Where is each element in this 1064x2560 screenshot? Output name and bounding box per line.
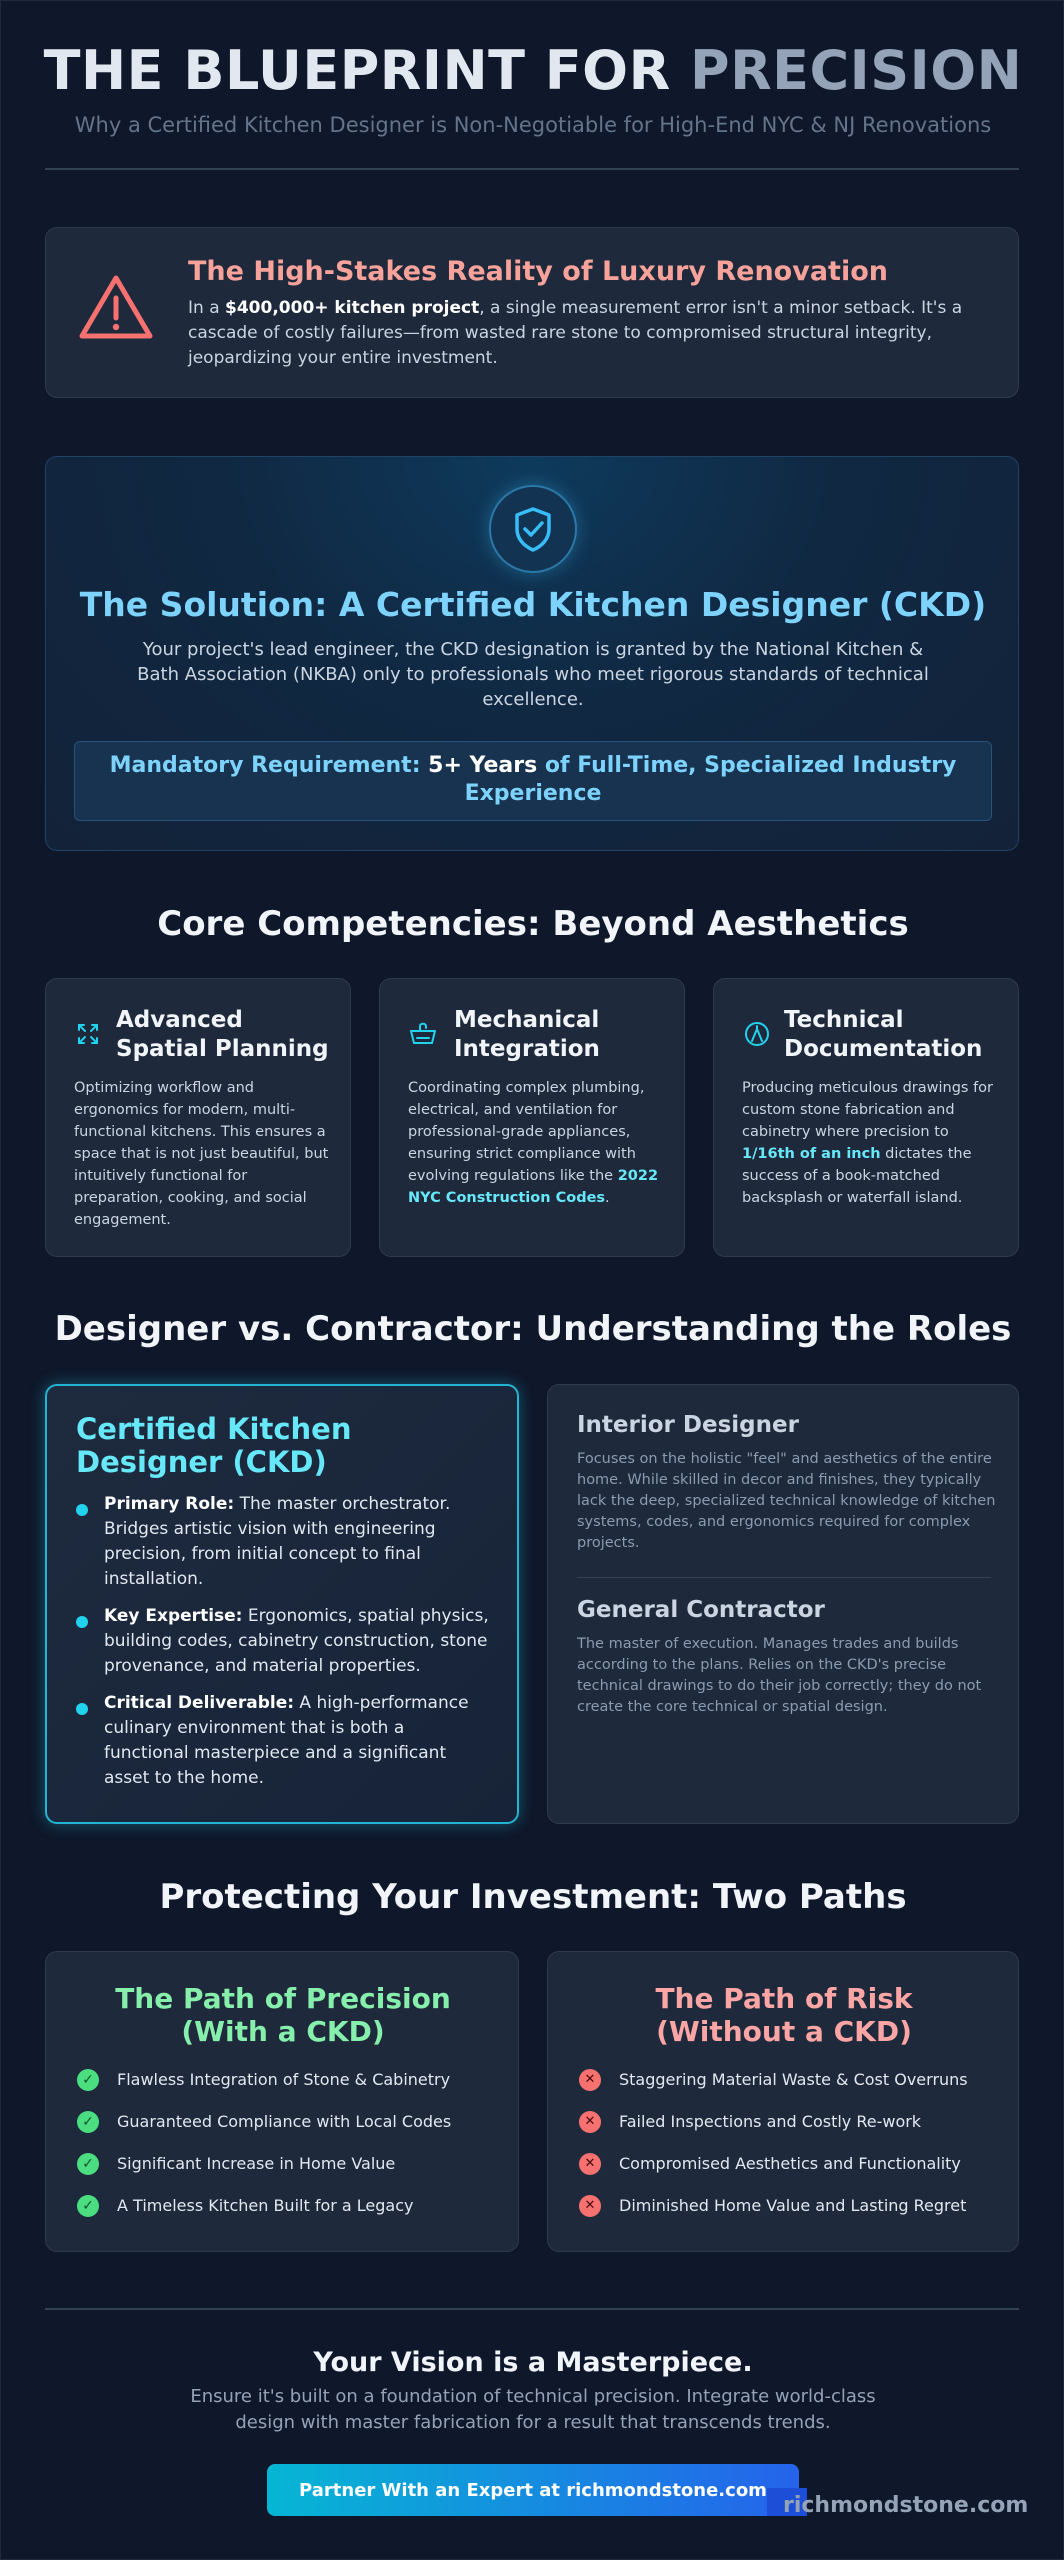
general-contractor-title: General Contractor [577,1597,825,1623]
compass-icon [744,1021,770,1051]
competency-title: Mechanical Integration [454,1007,600,1062]
requirement-box [74,741,992,821]
roles-title: Designer vs. Contractor: Understanding the Roles [54,1309,1012,1349]
path-risk-item: Failed Inspections and Costly Re-work [619,2112,922,2131]
competency-body [742,1077,998,1209]
x-icon: ✕ [579,2153,601,2175]
competencies-title: Core Competencies: Beyond Aesthetics [157,904,909,944]
ckd-bullet-deliverable [104,1691,489,1791]
bullet-dot [76,1504,88,1516]
warning-triangle-icon [76,272,156,348]
competency-title: Technical Documentation [784,1007,983,1062]
solution-card [45,456,1019,851]
competency-title: Advanced Spatial Planning [116,1007,329,1062]
page-title-part1: THE BLUEPRINT FOR [43,39,671,102]
bullet-label: Key Expertise: [104,1606,243,1626]
x-icon: ✕ [579,2069,601,2091]
solution-title: The Solution: A Certified Kitchen Designer (CKD) [79,585,987,624]
path-risk-title-line2: (Without a CKD) [656,2015,912,2048]
alert-body-suffix: , a single measurement error isn't a minor setback. It's a cascade of costly failures—from wasted rare stone to compromised structural integrity, jeopardizing your entire investment. [188,298,963,368]
competency-body-suffix: dictates the success of a book-matched backsplash or waterfall island. [742,1146,972,1206]
ckd-role-title: Certified Kitchen Designer (CKD) [76,1412,352,1479]
bullet-dot [76,1616,88,1628]
alert-body-bold: $400,000+ kitchen project [225,298,480,318]
competency-body-highlight: 1/16th of an inch [742,1146,881,1162]
partner-cta-button[interactable]: Partner With an Expert at richmondstone.com [267,2464,799,2516]
page-title [1,39,1064,102]
shield-badge [489,485,577,573]
x-icon: ✕ [579,2111,601,2133]
check-icon: ✓ [77,2153,99,2175]
closing-divider [45,2308,1019,2310]
expand-arrows-icon [76,1022,100,1050]
sink-faucet-icon [408,1021,438,1051]
competency-body-highlight: 2022 NYC Construction Codes [408,1168,659,1206]
check-icon: ✓ [77,2111,99,2133]
shield-check-icon [511,505,555,557]
competency-card-mechanical [379,978,685,1257]
alert-body-prefix: In a [188,298,226,318]
competency-body-prefix: Producing meticulous drawings for custom stone fabrication and cabinetry where precision to [742,1080,994,1140]
interior-designer-body: Focuses on the holistic "feel" and aesthetics of the entire home. While skilled in decor and finishes, they typically lack the deep, specialized technical knowledge of kitchen systems, codes, and ergonomics required for complex projects. [577,1451,996,1551]
ckd-bullet-primary-role [104,1492,489,1592]
page-title-part2: PRECISION [690,39,1023,102]
path-precision-item: A Timeless Kitchen Built for a Legacy [117,2196,414,2215]
interior-designer-title: Interior Designer [577,1412,799,1438]
path-precision-item: Flawless Integration of Stone & Cabinetry [117,2070,451,2089]
general-contractor-body: The master of execution. Manages trades and builds according to the plans. Relies on the CKD's precise technical drawings to do their job correctly; they do not create the core technical or spatial design. [577,1636,982,1715]
alert-title: The High-Stakes Reality of Luxury Renovation [188,256,888,287]
ckd-bullet-key-expertise [104,1604,489,1679]
bullet-text: Ergonomics, spatial physics, building codes, cabinetry construction, stone provenance, and material properties. [104,1606,489,1676]
path-precision-title-line2: (With a CKD) [181,2015,385,2048]
competency-card-spatial [45,978,351,1257]
path-risk-title-line1: The Path of Risk [655,1982,913,2015]
requirement-suffix: of Full-Time, Specialized Industry Experience [464,753,957,806]
bullet-text: A high-performance culinary environment that is both a functional masterpiece and a significant asset to the home. [104,1693,469,1788]
alert-card [45,227,1019,398]
closing-body: Ensure it's built on a foundation of technical precision. Integrate world-class design with master fabrication for a result that transcends trends. [190,2386,876,2433]
header-divider [45,168,1019,170]
page-subtitle: Why a Certified Kitchen Designer is Non-Negotiable for High-End NYC & NJ Renovations [74,113,992,137]
path-precision-item: Guaranteed Compliance with Local Codes [117,2112,452,2131]
ckd-role-card [45,1384,519,1824]
alert-body [188,296,988,371]
path-precision-card [45,1951,519,2252]
bullet-dot [76,1703,88,1715]
path-precision-title [46,1982,520,2048]
path-risk-card [547,1951,1019,2252]
path-risk-item: Diminished Home Value and Lasting Regret [619,2196,967,2215]
path-risk-title [548,1982,1020,2048]
path-risk-item: Compromised Aesthetics and Functionality [619,2154,961,2173]
solution-body: Your project's lead engineer, the CKD designation is granted by the National Kitchen & Bath Association (NKBA) only to professionals who meet rigorous standards of technical excellence. [137,639,929,710]
closing-title: Your Vision is a Masterpiece. [313,2347,753,2378]
watermark: richmondstone.com [783,2493,1029,2518]
check-icon: ✓ [77,2069,99,2091]
bullet-label: Critical Deliverable: [104,1693,295,1713]
check-icon: ✓ [77,2195,99,2217]
requirement-prefix: Mandatory Requirement: [109,753,429,778]
path-risk-item: Staggering Material Waste & Cost Overruns [619,2070,968,2089]
path-precision-title-line1: The Path of Precision [115,1982,451,2015]
competency-body [408,1077,668,1209]
competency-body-suffix: . [605,1190,610,1206]
x-icon: ✕ [579,2195,601,2217]
competency-body-prefix: Coordinating complex plumbing, electrical, and ventilation for professional-grade appliances, ensuring strict compliance with evolving regulations like the [408,1080,645,1184]
bullet-label: Primary Role: [104,1494,235,1514]
requirement-highlight: 5+ Years [428,753,538,778]
bullet-text: The master orchestrator. Bridges artistic vision with engineering precision, from initial concept to final installation. [104,1494,451,1589]
competency-body: Optimizing workflow and ergonomics for modern, multi-functional kitchens. This ensures a space that is not just beautiful, but intuitively functional for preparation, cooking, and social engagement. [74,1080,329,1228]
path-precision-item: Significant Increase in Home Value [117,2154,396,2173]
paths-title: Protecting Your Investment: Two Paths [159,1877,907,1917]
other-roles-card [547,1384,1019,1824]
competency-card-documentation [713,978,1019,1257]
roles-divider [577,1577,991,1578]
